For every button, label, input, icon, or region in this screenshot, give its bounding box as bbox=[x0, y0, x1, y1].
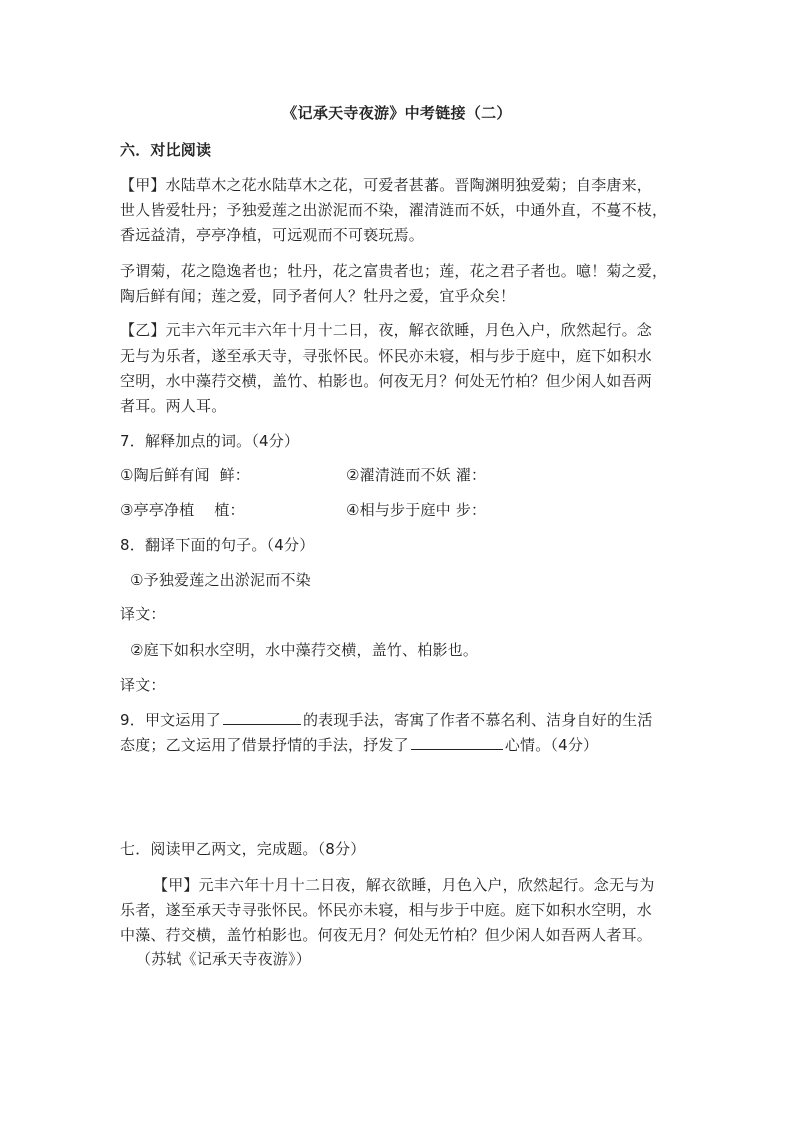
translation-label-1: 译文： bbox=[120, 605, 166, 623]
q7-item-1: ①陶后鲜有闻 鲜： bbox=[120, 466, 250, 484]
passage-line: 【甲】元丰六年十月十二日夜，解衣欲睡，月色入户，欣然起行。念无与为 bbox=[153, 876, 655, 894]
question-8-prompt: 8．翻译下面的句子。（4分） bbox=[120, 536, 315, 554]
answer-blank[interactable] bbox=[411, 735, 503, 750]
passage-line: 【乙】元丰六年元丰六年十月十二日，夜，解衣欲睡，月色入户，欣然起行。念 bbox=[120, 321, 653, 339]
passage-line: 中藻、荇交横，盖竹柏影也。何夜无月？何处无竹柏？但少闲人如吾两人者耳。 bbox=[120, 926, 653, 944]
passage-line: 予谓菊，花之隐逸者也；牡丹，花之富贵者也；莲，花之君子者也。噫！菊之爱， bbox=[120, 262, 668, 280]
passage-line: 无与为乐者，遂至承天寺，寻张怀民。怀民亦未寝，相与步于庭中，庭下如积水 bbox=[120, 347, 653, 365]
question-9-line-1 bbox=[120, 707, 690, 733]
passage-line: 者耳。两人耳。 bbox=[120, 397, 227, 415]
answer-blank[interactable] bbox=[223, 710, 301, 725]
q7-item-4: ④相与步于庭中 步： bbox=[346, 501, 487, 519]
passage-line: 香远益清，亭亭净植，可远观而不可亵玩焉。 bbox=[120, 226, 425, 244]
question-7-row-1 bbox=[120, 462, 690, 488]
translation-label-2: 译文： bbox=[120, 676, 166, 694]
question-9-line-2 bbox=[120, 732, 690, 758]
q7-item-3: ③亭亭净植 植： bbox=[120, 501, 245, 519]
passage-line: 乐者，遂至承天寺寻张怀民。怀民亦未寝，相与步于中庭。庭下如积水空明，水 bbox=[120, 901, 653, 919]
question-7-row-2 bbox=[120, 497, 690, 523]
section-6-heading: 六．对比阅读 bbox=[120, 141, 212, 159]
q9-text: 9．甲文运用了 bbox=[120, 711, 221, 729]
passage-line: 【甲】水陆草木之花水陆草木之花，可爱者甚蕃。晋陶渊明独爱菊；自李唐来， bbox=[120, 176, 653, 194]
passage-line: 陶后鲜有闻；莲之爱，同予者何人？牡丹之爱，宜乎众矣！ bbox=[120, 287, 516, 305]
q9-text: 心情。（4分） bbox=[504, 736, 599, 754]
question-7-prompt: 7．解释加点的词。（4分） bbox=[120, 432, 300, 450]
question-8-sentence-1: ①予独爱莲之出淤泥而不染 bbox=[130, 571, 311, 589]
q9-text: 的表现手法，寄寓了作者不慕名利、洁身自好的生活 bbox=[302, 711, 653, 729]
q9-text: 态度；乙文运用了借景抒情的手法，抒发了 bbox=[120, 736, 409, 754]
question-8-sentence-2: ②庭下如积水空明，水中藻荇交横，盖竹、柏影也。 bbox=[130, 641, 479, 659]
section-7-heading: 七．阅读甲乙两文，完成题。（8分） bbox=[120, 840, 366, 858]
q7-item-2: ②濯清涟而不妖 濯： bbox=[346, 466, 487, 484]
page-title: 《记承天寺夜游》中考链接（二） bbox=[282, 104, 512, 122]
passage-line: 世人皆爱牡丹；予独爱莲之出淤泥而不染，濯清涟而不妖，中通外直，不蔓不枝， bbox=[120, 201, 668, 219]
passage-source: （苏轼《记承天寺夜游》） bbox=[136, 950, 311, 968]
passage-line: 空明，水中藻荇交横，盖竹、柏影也。何夜无月？何处无竹柏？但少闲人如吾两 bbox=[120, 372, 653, 390]
